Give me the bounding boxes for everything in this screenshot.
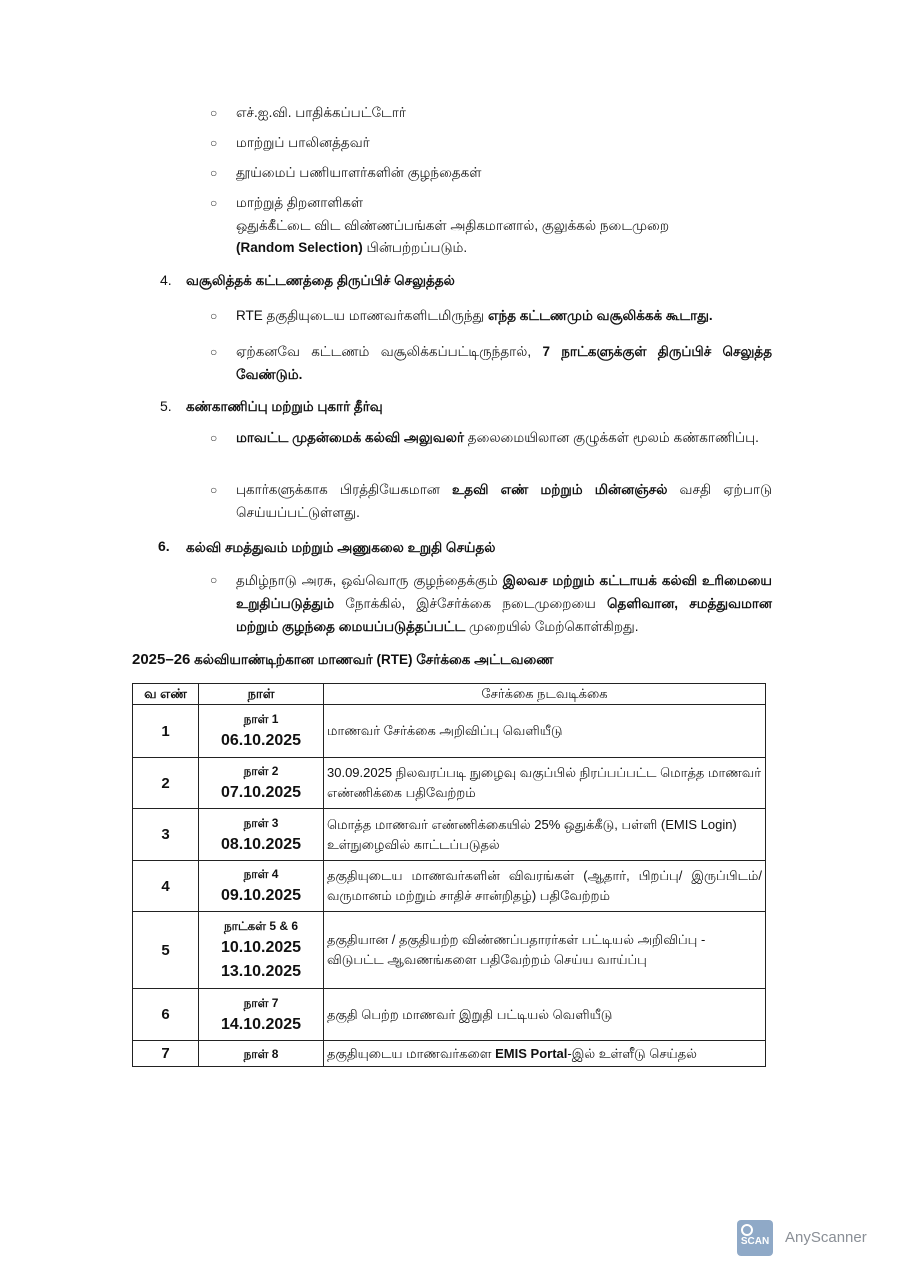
list-item <box>236 341 772 386</box>
text-bold: எந்த கட்டணமும் வசூலிக்கக் கூடாது. <box>488 308 713 323</box>
list-item <box>236 569 772 638</box>
table-row <box>133 809 766 861</box>
row-day <box>199 758 324 809</box>
row-sno: 3 <box>133 809 199 861</box>
day-label: நாள் 7 <box>243 995 279 1010</box>
text-bold: (RTE) <box>376 652 413 667</box>
table-header-row <box>133 684 766 705</box>
text: RTE தகுதியுடைய மாணவர்களிடமிருந்து <box>236 308 488 323</box>
day-label: நாள் 1 <box>243 712 279 726</box>
text-bold: இலவச மற்றும் கட்டாயக் கல்வி உரிமையை உறுதிப்படுத்தும் <box>236 573 772 611</box>
text-bold: 2025–26 <box>132 651 191 668</box>
row-sno: 6 <box>133 989 199 1041</box>
day-label: நாள் 3 <box>243 815 279 830</box>
random-note-line2 <box>236 237 467 259</box>
table-row <box>133 1041 766 1067</box>
row-action: தகுதியுடைய மாணவர்களின் விவரங்கள் (ஆதார், பிறப்பு/ இருப்பிடம்/ வருமானம் மற்றும் சாதிச் சான்றிதழ்) பதிவேற்றம் <box>324 861 766 912</box>
section-number: 5. <box>160 398 172 414</box>
text: நோக்கில், இச்சேர்க்கை நடைமுறையை <box>334 596 608 611</box>
bullet-icon: ○ <box>210 106 218 120</box>
list-item: எச்.ஐ.வி. பாதிக்கப்பட்டோர் <box>236 105 406 120</box>
list-item: மாற்றுப் பாலினத்தவர் <box>236 135 370 150</box>
bullet-icon: ○ <box>210 309 218 323</box>
date: 13.10.2025 <box>220 963 302 980</box>
row-day <box>199 705 324 758</box>
date: 14.10.2025 <box>220 1015 302 1033</box>
table-row <box>133 912 766 989</box>
row-sno: 4 <box>133 861 199 912</box>
text: ஏற்கனவே கட்டணம் வசூலிக்கப்பட்டிருந்தால், <box>236 344 543 359</box>
row-action: தகுதி பெற்ற மாணவர் இறுதி பட்டியல் வெளியீடு <box>324 989 766 1041</box>
bullet-icon: ○ <box>210 483 218 497</box>
bullet-icon: ○ <box>210 345 218 359</box>
text: -இல் உள்ளீடு செய்தல் <box>567 1045 697 1061</box>
date: 10.10.2025 <box>220 939 302 956</box>
row-day <box>199 1041 324 1067</box>
bullet-icon: ○ <box>210 196 218 210</box>
list-item: தூய்மைப் பணியாளர்களின் குழந்தைகள் <box>236 165 482 180</box>
list-item <box>236 479 772 524</box>
list-item <box>236 305 713 327</box>
logo-text: SCAN <box>740 1236 770 1247</box>
text: சேர்க்கை அட்டவணை <box>412 652 554 667</box>
row-sno: 2 <box>133 758 199 809</box>
day-label: நாட்கள் 5 & 6 <box>223 919 299 933</box>
day-label: நாள் 4 <box>243 867 279 881</box>
table-row <box>133 758 766 809</box>
section-heading: கண்காணிப்பு மற்றும் புகார் தீர்வு <box>186 399 383 414</box>
day-label: நாள் 2 <box>243 764 279 778</box>
section-heading: வசூலித்தக் கட்டணத்தை திருப்பிச் செலுத்தல் <box>186 273 455 288</box>
section-number: 4. <box>160 272 172 288</box>
text: வசதி ஏற்பாடு செய்யப்பட்டுள்ளது. <box>236 482 772 520</box>
row-day <box>199 912 324 989</box>
text-bold: மாவட்ட முதன்மைக் கல்வி அலுவலர் <box>236 430 465 445</box>
bullet-icon: ○ <box>210 573 218 587</box>
text: தமிழ்நாடு அரசு, ஒவ்வொரு குழந்தைக்கும் <box>236 573 503 588</box>
row-day <box>199 861 324 912</box>
text-bold: EMIS Portal <box>495 1045 568 1061</box>
bullet-icon: ○ <box>210 136 218 150</box>
random-note-line1: ஒதுக்கீட்டை விட விண்ணப்பங்கள் அதிகமானால், குலுக்கல் நடைமுறை <box>236 218 670 233</box>
text: முறையில் மேற்கொள்கிறது. <box>465 619 639 634</box>
bullet-icon: ○ <box>210 431 218 445</box>
date: 09.10.2025 <box>220 887 302 904</box>
text: தகுதியுடைய மாணவர்களை <box>327 1045 496 1061</box>
text-bold: உதவி எண் மற்றும் மின்னஞ்சல் <box>452 482 668 497</box>
text-bold: 7 நாட்களுக்குள் திருப்பிச் செலுத்த வேண்டும். <box>236 344 772 382</box>
header-action: சேர்க்கை நடவடிக்கை <box>324 684 766 705</box>
section-heading: கல்வி சமத்துவம் மற்றும் அணுகலை உறுதி செய்தல் <box>186 540 496 555</box>
list-item: மாற்றுத் திறனாளிகள் <box>236 195 364 210</box>
header-sno: வ எண் <box>133 684 199 705</box>
anyscanner-logo-icon <box>737 1220 773 1256</box>
row-action: மாணவர் சேர்க்கை அறிவிப்பு வெளியீடு <box>324 705 766 758</box>
text: தலைமையிலான குழுக்கள் மூலம் கண்காணிப்பு. <box>464 430 759 445</box>
row-sno: 1 <box>133 705 199 758</box>
random-note-rest: பின்பற்றப்படும். <box>366 240 468 255</box>
row-day <box>199 809 324 861</box>
row-action: தகுதியான / தகுதியற்ற விண்ணப்பதாரர்கள் பட்டியல் அறிவிப்பு - விடுபட்ட ஆவணங்களை பதிவேற்றம் செய்ய வாய்ப்பு <box>324 912 766 989</box>
row-action: 30.09.2025 நிலவரப்படி நுழைவு வகுப்பில் நிரப்பப்பட்ட மொத்த மாணவர் எண்ணிக்கை பதிவேற்றம் <box>324 758 766 809</box>
table-row <box>133 861 766 912</box>
schedule-table <box>132 683 766 1067</box>
row-sno: 7 <box>133 1041 199 1067</box>
bullet-icon: ○ <box>210 166 218 180</box>
table-row <box>133 705 766 758</box>
row-day <box>199 989 324 1041</box>
date: 06.10.2025 <box>220 732 302 749</box>
row-action <box>324 1041 766 1067</box>
text: கல்வியாண்டிற்கான மாணவர் <box>190 652 377 667</box>
date: 08.10.2025 <box>220 835 302 853</box>
row-sno: 5 <box>133 912 199 989</box>
day-label: நாள் 8 <box>243 1046 279 1061</box>
random-selection-term: (Random Selection) <box>236 240 363 255</box>
table-row <box>133 989 766 1041</box>
text-bold: தெளிவான, சமத்துவமான மற்றும் குழந்தை மையப்படுத்தப்பட்ட <box>236 596 772 634</box>
header-day: நாள் <box>199 684 324 705</box>
date: 07.10.2025 <box>220 784 302 801</box>
text: புகார்களுக்காக பிரத்தியேகமான <box>236 482 453 497</box>
row-action: மொத்த மாணவர் எண்ணிக்கையில் 25% ஒதுக்கீடு, பள்ளி (EMIS Login) உள்நுழைவில் காட்டப்படுதல் <box>324 809 766 861</box>
schedule-title <box>132 649 553 671</box>
section-number: 6. <box>158 538 170 554</box>
list-item <box>236 427 772 450</box>
watermark-brand: AnyScanner <box>785 1229 867 1246</box>
